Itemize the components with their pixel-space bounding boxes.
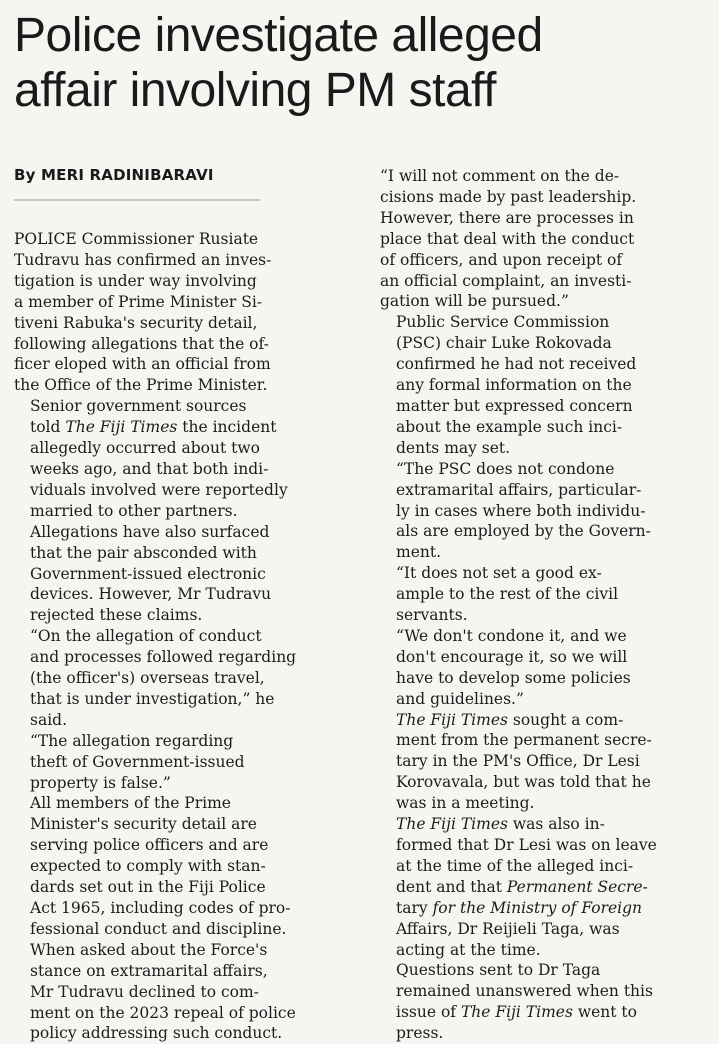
text-segment: viduals involved were reportedly [30,480,288,499]
text-segment: Minister's security detail are [30,815,257,834]
text-line [380,919,715,940]
text-line [380,1023,715,1044]
text-segment: Questions sent to Dr Taga [396,961,601,980]
text-segment: All members of the Prime [30,794,231,813]
italic-text: The Fiji Times [65,418,178,437]
text-segment: at the time of the alleged inci- [396,856,634,875]
text-segment: was in a meeting. [396,794,535,813]
text-segment: Allegations have also surfaced [30,522,270,541]
italic-text: The Fiji Times [460,1003,573,1022]
text-segment: matter but expressed concern [396,396,633,415]
text-segment: and guidelines.” [396,689,524,708]
text-line [380,940,715,961]
text-segment: formed that Dr Lesi was on leave [396,836,657,854]
text-line [14,543,364,564]
text-segment: about the example such inci- [396,417,623,436]
text-segment: confirmed he had not received [396,355,637,374]
text-segment: devices. However, Mr Tudravu [30,585,272,604]
text-segment: Tudravu has confirmed an inves- [14,250,272,269]
text-line [380,960,715,981]
text-line [380,563,715,584]
text-segment: Korovavala, but was told that he [396,773,651,792]
text-line [380,250,715,271]
text-line [14,271,364,292]
text-segment: extramarital affairs, particular- [396,480,642,499]
text-line [380,375,715,396]
text-line [14,501,364,522]
text-line [380,626,715,647]
text-line [14,898,364,919]
text-line [14,773,364,794]
text-segment: married to other partners. [30,501,238,520]
text-line [380,187,715,208]
article-paragraph [380,312,715,458]
text-line [380,856,715,877]
text-segment: tary in the PM's Office, Dr Lesi [396,752,640,771]
text-line [14,375,364,396]
text-segment: rejected these claims. [30,606,203,625]
text-line [380,814,715,835]
byline: By MERI RADINIBARAVI [14,166,214,184]
article-paragraph [14,940,364,1044]
text-segment: serving police officers and are [30,836,269,855]
text-line [380,898,715,919]
text-segment: When asked about the Force's [30,940,268,959]
text-segment: (PSC) chair Luke Rokovada [396,334,612,353]
text-line [14,564,364,585]
text-line [380,229,715,250]
article-paragraph [380,710,715,815]
article-paragraph [380,166,715,312]
text-line [14,856,364,877]
text-line [14,250,364,271]
italic-text: The Fiji Times [396,815,508,834]
text-segment: dent and that [396,877,507,896]
text-line [380,877,715,898]
text-line [14,229,364,250]
text-segment: any formal information on the [396,376,632,395]
text-line [14,313,364,334]
text-segment: remained unanswered when this [396,982,653,1001]
text-segment: of officers, and upon receipt of [380,250,623,269]
article-paragraph [14,626,364,731]
text-line [14,982,364,1003]
text-line [380,459,715,480]
text-segment: Government-issued electronic [30,564,266,583]
text-segment: ment from the permanent secre- [396,731,652,750]
article-paragraph [14,229,364,396]
text-line [14,752,364,773]
text-segment: policy addressing such conduct. [30,1024,283,1043]
text-line [380,981,715,1002]
text-segment: ample to the rest of the civil [396,585,619,604]
text-segment: ment. [396,543,442,562]
text-segment: “It does not set a good ex- [396,564,602,583]
text-line [14,605,364,626]
text-segment: tiveni Rabuka's security detail, [14,313,258,332]
text-segment: ly in cases where both individu- [396,501,646,520]
text-line [14,835,364,856]
text-line [14,647,364,668]
text-line [14,731,364,752]
italic-text: Permanent Secre- [506,877,648,896]
text-segment: “The allegation regarding [30,731,234,750]
text-segment: the incident [177,418,277,437]
headline-line: Police investigate alleged [14,9,543,62]
text-line [14,459,364,480]
text-segment: place that deal with the conduct [380,229,635,248]
text-line [14,334,364,355]
text-line [380,710,715,731]
text-line [380,668,715,689]
text-line [14,793,364,814]
text-line [380,1002,715,1023]
text-segment: tigation is under way involving [14,271,257,290]
italic-text: The Fiji Times [396,710,508,729]
text-segment: was also in- [507,815,605,834]
article-paragraph [14,522,364,627]
text-line [380,584,715,605]
text-segment: stance on extramarital affairs, [30,961,268,980]
text-line [380,542,715,563]
text-line [14,940,364,961]
text-line [14,626,364,647]
text-segment: issue of [396,1003,461,1022]
text-line [14,1023,364,1044]
headline [14,8,714,118]
text-line [14,292,364,313]
text-segment: ment on the 2023 repeal of police [30,1003,296,1022]
text-segment: that is under investigation,” he [30,689,275,708]
text-segment: said. [30,710,68,729]
text-line [380,333,715,354]
text-line [380,354,715,375]
article-column-left [14,229,364,1044]
text-segment: went to [572,1003,637,1022]
text-segment: Senior government sources [30,397,247,416]
text-segment: expected to comply with stan- [30,857,266,876]
text-line [380,312,715,333]
text-line [380,208,715,229]
text-line [14,1003,364,1024]
text-segment: allegedly occurred about two [30,439,260,458]
text-line [380,417,715,438]
text-segment: weeks ago, and that both indi- [30,459,269,478]
text-line [380,271,715,292]
text-line [380,480,715,501]
article-paragraph [380,960,715,1044]
text-line [380,647,715,668]
text-segment: tary [396,898,428,917]
text-line [14,689,364,710]
text-line [14,584,364,605]
text-line [380,501,715,522]
article-paragraph [14,396,364,521]
text-segment: (the officer's) overseas travel, [30,669,265,688]
text-line [14,522,364,543]
text-line [14,877,364,898]
headline-line: affair involving PM staff [14,64,496,117]
byline-divider [14,199,260,201]
text-line [380,730,715,751]
italic-text: for the Ministry of Foreign [427,898,643,917]
article-paragraph [14,731,364,794]
text-line [14,438,364,459]
article-paragraph [380,626,715,710]
text-segment: fessional conduct and discipline. [30,919,287,938]
article-paragraph [14,793,364,939]
text-line [380,438,715,459]
text-segment: Act 1965, including codes of pro- [30,899,291,917]
text-line [14,814,364,835]
text-segment: dents may set. [396,438,511,457]
text-line [380,793,715,814]
text-segment: sought a com- [507,710,624,729]
text-segment: acting at the time. [396,940,541,959]
text-segment: the Office of the Prime Minister. [14,376,268,395]
text-segment: als are employed by the Govern- [396,522,651,541]
article-column-right [380,166,715,1044]
article-paragraph [380,814,715,960]
article-paragraph [380,459,715,564]
text-line [380,521,715,542]
text-segment: “On the allegation of conduct [30,627,262,646]
text-line [14,961,364,982]
text-segment: POLICE Commissioner Rusiate [14,230,259,248]
text-segment: servants. [396,606,468,625]
text-line [380,291,715,312]
text-segment: following allegations that the of- [14,334,269,353]
text-segment: However, there are processes in [380,208,634,227]
text-segment: cisions made by past leadership. [380,187,637,206]
text-segment: told [30,418,66,437]
text-line [380,166,715,187]
text-segment: have to develop some policies [396,668,631,687]
article-paragraph [380,563,715,626]
text-line [14,668,364,689]
text-line [14,396,364,417]
text-line [14,354,364,375]
text-segment: gation will be pursued.” [380,292,569,311]
text-line [380,396,715,417]
text-line [380,689,715,710]
text-segment: “I will not comment on the de- [380,167,620,185]
text-segment: an official complaint, an investi- [380,271,632,290]
text-segment: and processes followed regarding [30,648,297,667]
text-segment: property is false.” [30,773,171,792]
text-segment: Mr Tudravu declined to com- [30,982,259,1001]
text-segment: that the pair absconded with [30,543,257,562]
text-segment: Affairs, Dr Reijieli Taga, was [396,919,620,938]
text-segment: dards set out in the Fiji Police [30,878,266,897]
text-line [380,835,715,856]
text-line [380,772,715,793]
text-segment: “We don't condone it, and we [396,626,627,645]
text-segment: a member of Prime Minister Si- [14,292,263,311]
text-segment: theft of Government-issued [30,752,245,771]
text-segment: ficer eloped with an official from [14,355,271,374]
text-segment: “The PSC does not condone [396,459,615,478]
text-line [14,919,364,940]
text-segment: press. [396,1024,444,1043]
text-segment: Public Service Commission [396,313,610,332]
text-line [380,751,715,772]
text-line [380,605,715,626]
text-line [14,710,364,731]
text-segment: don't encourage it, so we will [396,647,628,666]
text-line [14,417,364,438]
text-line [14,480,364,501]
